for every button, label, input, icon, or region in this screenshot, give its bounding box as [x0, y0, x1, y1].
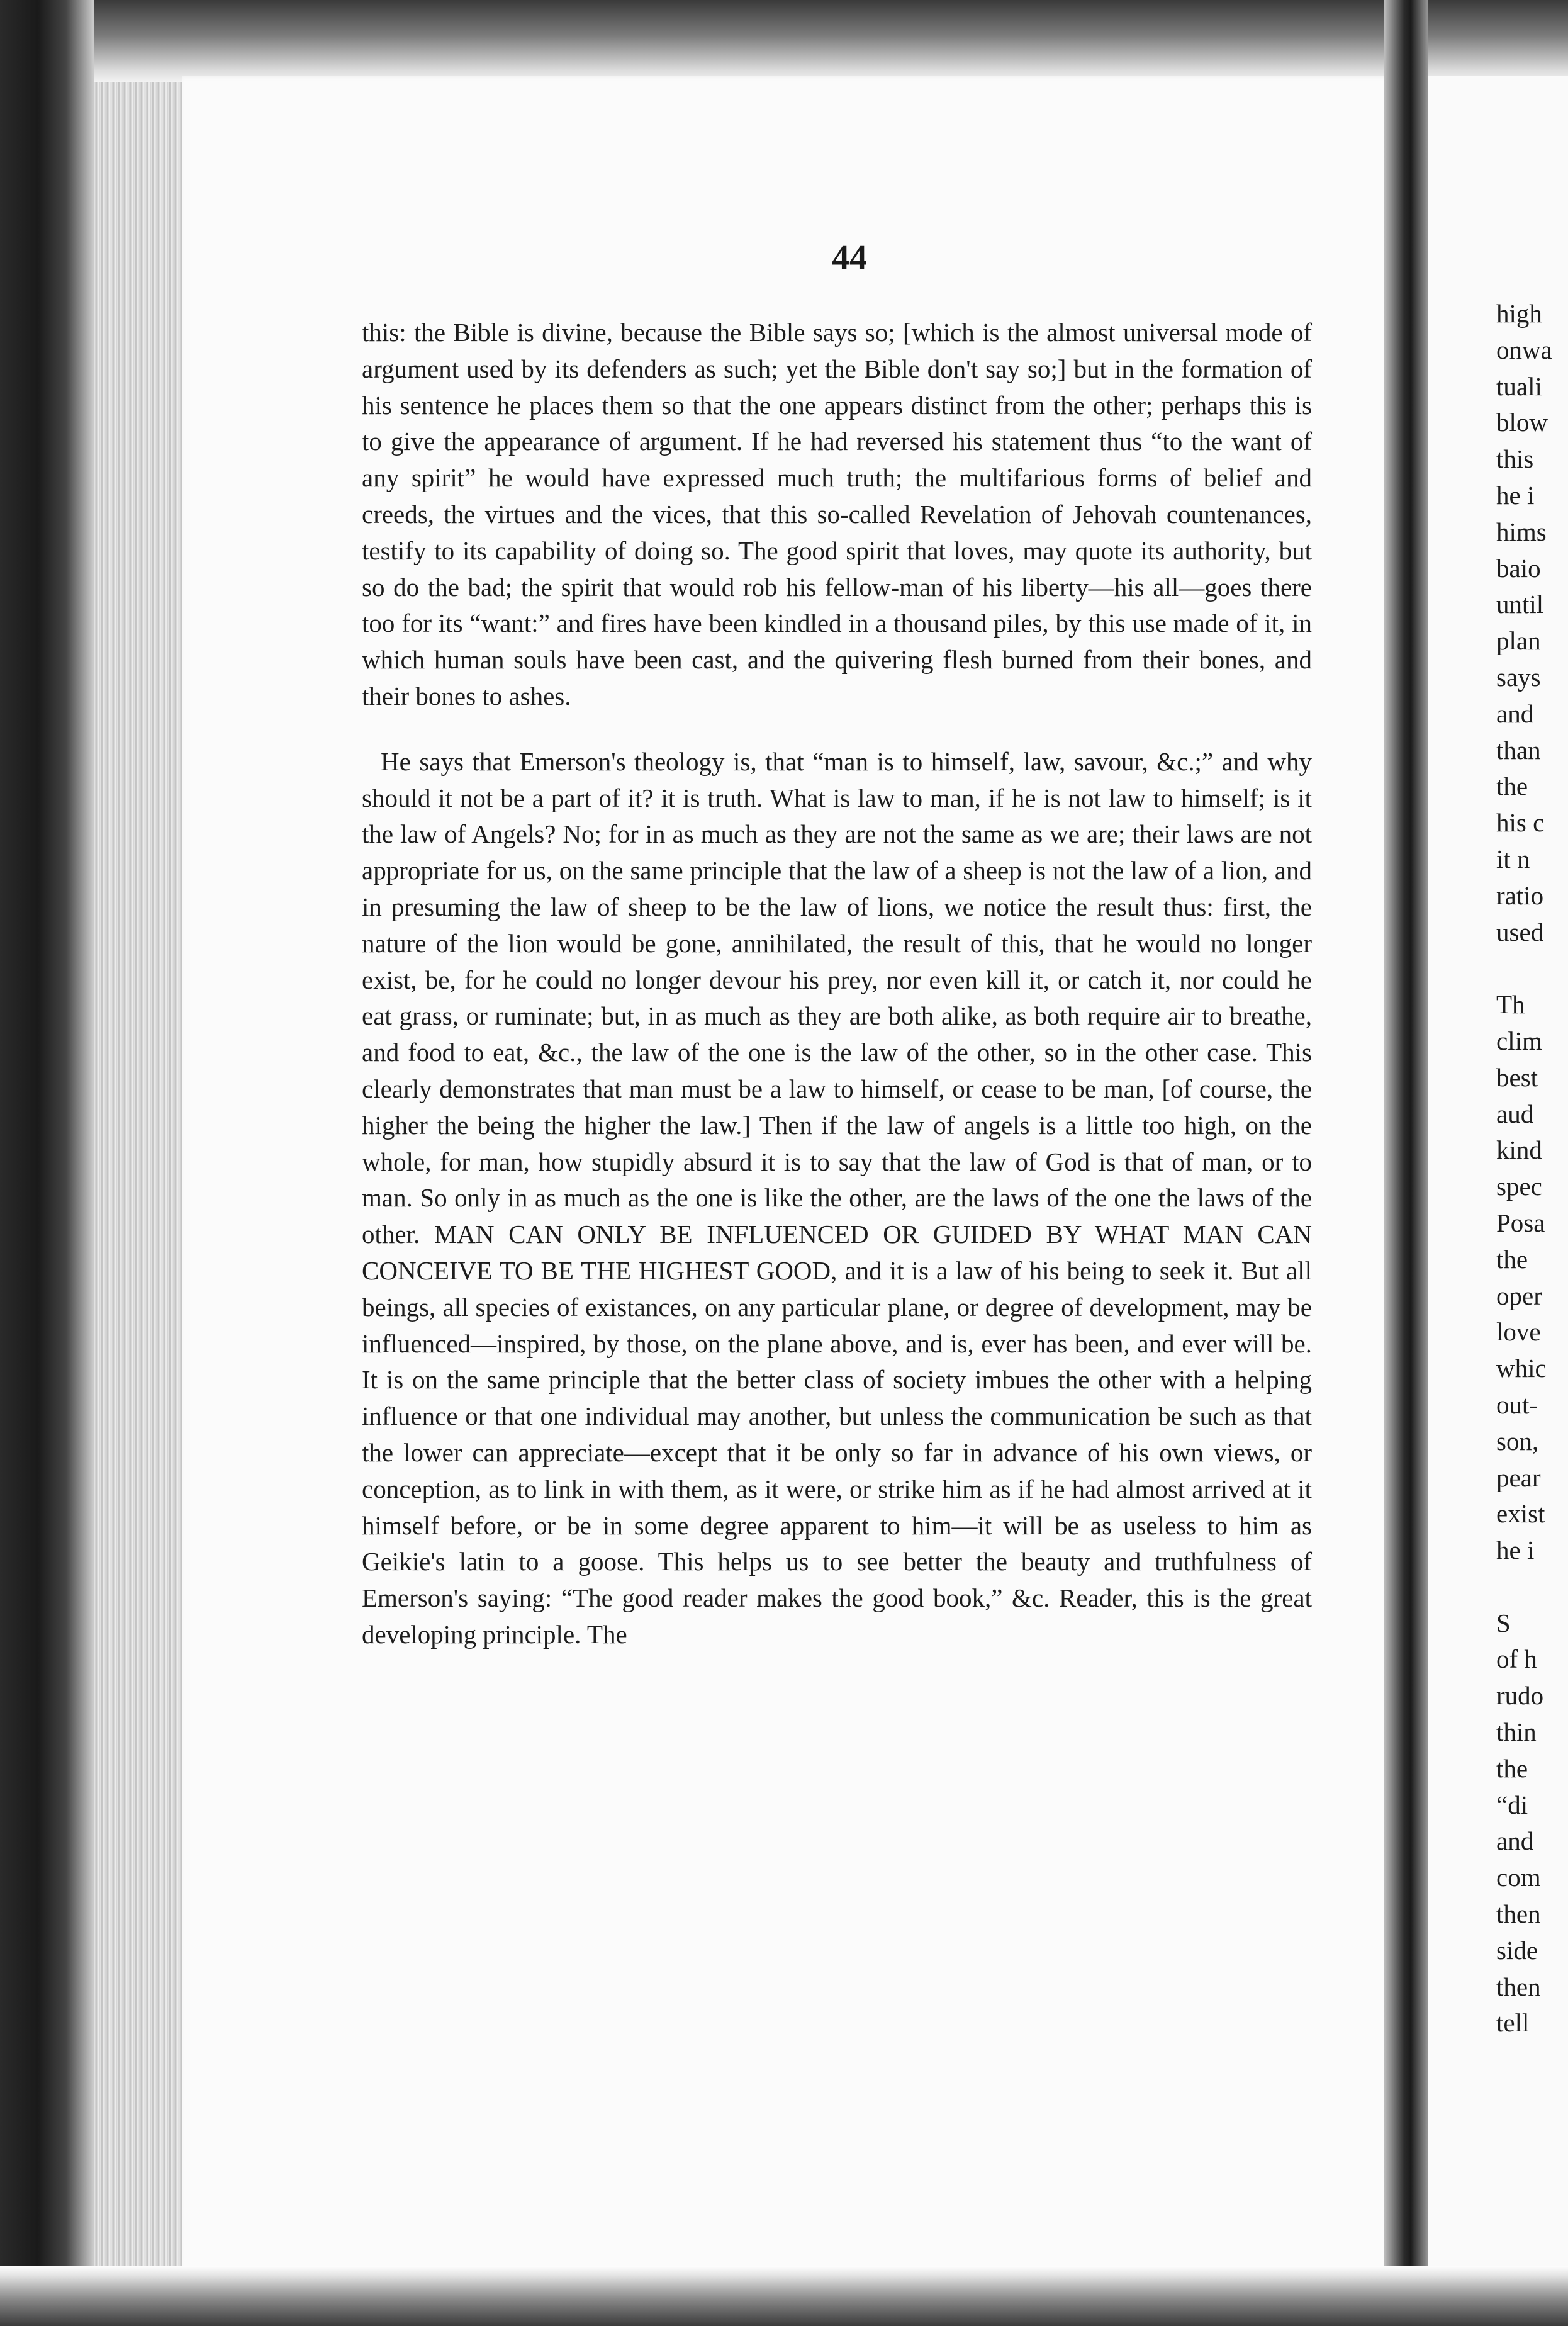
- right-page-line: com: [1496, 1863, 1541, 1892]
- right-page-line: onwa: [1496, 335, 1552, 364]
- right-page-line: whic: [1496, 1354, 1547, 1383]
- book-gutter: [1384, 0, 1428, 2326]
- scan-top-shadow: [0, 0, 1568, 88]
- right-page-line: ratio: [1496, 880, 1544, 910]
- right-page-line: kind: [1496, 1135, 1542, 1165]
- right-page-line: then: [1496, 1899, 1541, 1929]
- right-page-line: spec: [1496, 1172, 1542, 1201]
- page-number: 44: [832, 239, 867, 278]
- book-binding: [0, 0, 94, 2326]
- right-page-line: tuali: [1496, 371, 1542, 401]
- right-page-line: rudo: [1496, 1681, 1544, 1711]
- right-page-gap: [1496, 950, 1568, 987]
- right-page-line: plan: [1496, 626, 1541, 656]
- right-page-line: pear: [1496, 1463, 1541, 1492]
- right-page-line: until: [1496, 590, 1544, 619]
- right-page-line: blow: [1496, 408, 1548, 437]
- right-page-line: clim: [1496, 1026, 1542, 1055]
- paragraph-1: this: the Bible is divine, because the Bible says so; [which is the almost universal mode of argument used by its defenders as such; yet the Bible don't say so;] but in the formation of his sentence he places them so that the one appears distinct from the other; perhaps this is to give the appearance of argument. If he had reversed his statement thus “to the want of any spirit” he would have expressed much truth; the multifarious forms of belief and creeds, the virtues and the vices, that this so-called Revelation of Jehovah countenances, testify to its capability of doing so. The good spirit that loves, may quote its authority, but so do the bad; the spirit that would rob his fellow-man of his liberty—his all—goes there too for its “want:” and fires have been kindled in a thousand piles, by this use made of it, in which human souls have been cast, and the quivering flesh burned from their bones, and their bones to ashes.: [362, 318, 1312, 711]
- right-page-line: exist: [1496, 1499, 1545, 1529]
- right-page-line: oper: [1496, 1281, 1542, 1310]
- right-page-line: best: [1496, 1062, 1538, 1092]
- right-page-line: aud: [1496, 1099, 1534, 1128]
- right-page-line: high: [1496, 299, 1542, 328]
- right-page-line: tell: [1496, 2008, 1530, 2038]
- right-page-line: says: [1496, 662, 1541, 692]
- right-page-line: side: [1496, 1935, 1538, 1965]
- right-page-line: his c: [1496, 808, 1545, 838]
- right-page-line: than: [1496, 735, 1541, 765]
- right-page-line: Posa: [1496, 1208, 1545, 1237]
- right-page-line: of h: [1496, 1644, 1537, 1674]
- right-page-line: “di: [1496, 1790, 1528, 1819]
- body-text: [362, 315, 1312, 1653]
- right-page-line: it n: [1496, 844, 1530, 874]
- right-page-line: son,: [1496, 1426, 1539, 1456]
- right-page-line: the: [1496, 772, 1528, 801]
- paragraph-2: He says that Emerson's theology is, that “man is to himself, law, savour, &c.;” and why should it not be a part of it? it is truth. What is law to man, if he is not law to himself; is it the law of Angels? No; for in as much as they are not the same as we are; their laws are not appropriate for us, on the same principle that the law of a sheep is not the law of a lion, and in presuming the law of sheep to be the law of lions, we notice the result thus: first, the nature of the lion would be gone, annihilated, the result of this, that he would no longer exist, be, for he could no longer devour his prey, nor even kill it, or catch it, nor could he eat grass, or ruminate; but, in as much as they are both alike, as both require air to breathe, and food to eat, &c., the law of the one is the law of the other, so in the other case. This clearly demonstrates that man must be a law to himself, or cease to be man, [of course, the higher the being the higher the law.] Then if the law of angels is a little too high, on the whole, for man, how stupidly absurd it is to say that the law of God is that of man, or to man. So only in as much as the one is like the other, are the laws of the one the laws of the other. MAN CAN ONLY BE INFLUENCED OR GUIDED BY WHAT MAN CAN CONCEIVE TO BE THE HIGHEST GOOD, and it is a law of his being to seek it. But all beings, all species of existances, on any particular plane, or degree of development, may be influenced—inspired, by those, on the plane above, and is, ever has been, and ever will be. It is on the same principle that the better class of society imbues the other with a helping influence or that one individual may another, but unless the communication be such as that the lower can appreciate—except that it be only so far in advance of his own views, or conception, as to link in with them, as it were, or strike him as if he had almost arrived at it himself before, or be in some degree apparent to him—it will be as useless to him as Geikie's latin to a goose. This helps us to see better the beauty and truthfulness of Emerson's saying: “The good reader makes the good book,” &c. Reader, this is the great developing principle. The: [362, 746, 1312, 1649]
- right-page-line: he i: [1496, 1536, 1535, 1565]
- right-page-line: Th: [1496, 990, 1525, 1020]
- right-page-line: baio: [1496, 553, 1541, 583]
- right-page-gap: [1496, 1569, 1568, 1605]
- page-edges: [94, 82, 182, 2278]
- right-page-text: [1496, 296, 1568, 2042]
- scan-bottom-shadow: [0, 2266, 1568, 2326]
- right-page-line: this: [1496, 444, 1534, 474]
- right-page-line: out-: [1496, 1390, 1538, 1419]
- right-page-line: used: [1496, 917, 1544, 947]
- right-page-line: and: [1496, 1826, 1534, 1856]
- right-page-line: S: [1496, 1608, 1511, 1638]
- right-page-line: love: [1496, 1317, 1541, 1347]
- right-page-line: he i: [1496, 480, 1535, 510]
- right-page-line: and: [1496, 699, 1534, 728]
- right-page-line: then: [1496, 1972, 1541, 2001]
- right-page-line: the: [1496, 1244, 1528, 1274]
- right-page-line: hims: [1496, 517, 1547, 546]
- right-page-line: the: [1496, 1753, 1528, 1783]
- right-page-line: thin: [1496, 1717, 1537, 1747]
